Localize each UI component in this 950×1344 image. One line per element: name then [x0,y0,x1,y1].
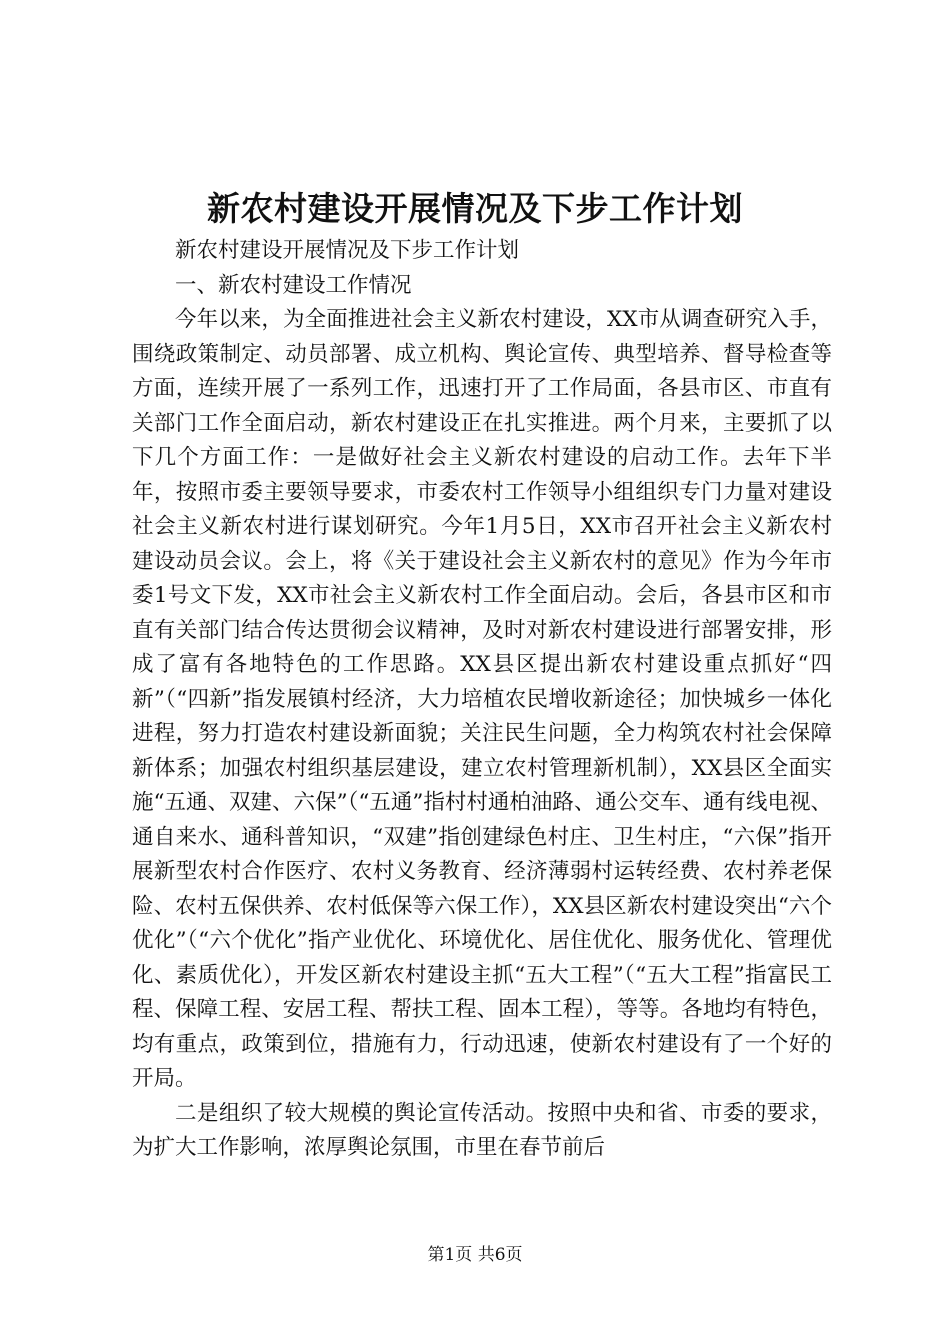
document-title: 新农村建设开展情况及下步工作计划 [207,189,743,228]
paragraph-main: 今年以来，为全面推进社会主义新农村建设，XX市从调查研究入手，围绕政策制定、动员部署、成立机构、舆论宣传、典型培养、督导检查等方面，连续开展了一系列工作，迅速打开了工作局面，各县市区、市直有关部门工作全面启动，新农村建设正在扎实推进。两个月来，主要抓了以下几个方面工作：一是做好社会主义新农村建设的启动工作。去年下半年，按照市委主要领导要求，市委农村工作领导小组组织专门力量对建设社会主义新农村进行谋划研究。今年1月5日，XX市召开社会主义新农村建设动员会议。会上，将《关于建设社会主义新农村的意见》作为今年市委1号文下发，XX市社会主义新农村工作全面启动。会后，各县市区和市直有关部门结合传达贯彻会议精神，及时对新农村建设进行部署安排，形成了富有各地特色的工作思路。XX县区提出新农村建设重点抓好“四新”（“四新”指发展镇村经济，大力培植农民增收新途径；加快城乡一体化进程，努力打造农村建设新面貌；关注民生问题，全力构筑农村社会保障新体系；加强农村组织基层建设，建立农村管理新机制），XX县区全面实施“五通、双建、六保”（“五通”指村村通柏油路、通公交车、通有线电视、通自来水、通科普知识，“双建”指创建绿色村庄、卫生村庄，“六保”指开展新型农村合作医疗、农村义务教育、经济薄弱村运转经费、农村养老保险、农村五保供养、农村低保等六保工作），XX县区新农村建设突出“六个优化”（“六个优化”指产业优化、环境优化、居住优化、服务优化、管理优化、素质优化），开发区新农村建设主抓“五大工程”（“五大工程”指富民工程、保障工程、安居工程、帮扶工程、固本工程），等等。各地均有特色，均有重点，政策到位，措施有力，行动迅速，使新农村建设有了一个好的开局。 [132,307,832,1091]
page-footer: 第1页 共6页 [427,1245,523,1265]
paragraph-subtitle: 新农村建设开展情况及下步工作计划 [175,238,520,263]
paragraph-second: 二是组织了较大规模的舆论宣传活动。按照中央和省、市委的要求，为扩大工作影响，浓厚舆论氛围，市里在春节前后 [132,1100,832,1160]
document-body [132,234,832,1166]
paragraph-section-heading: 一、新农村建设工作情况 [175,272,412,298]
